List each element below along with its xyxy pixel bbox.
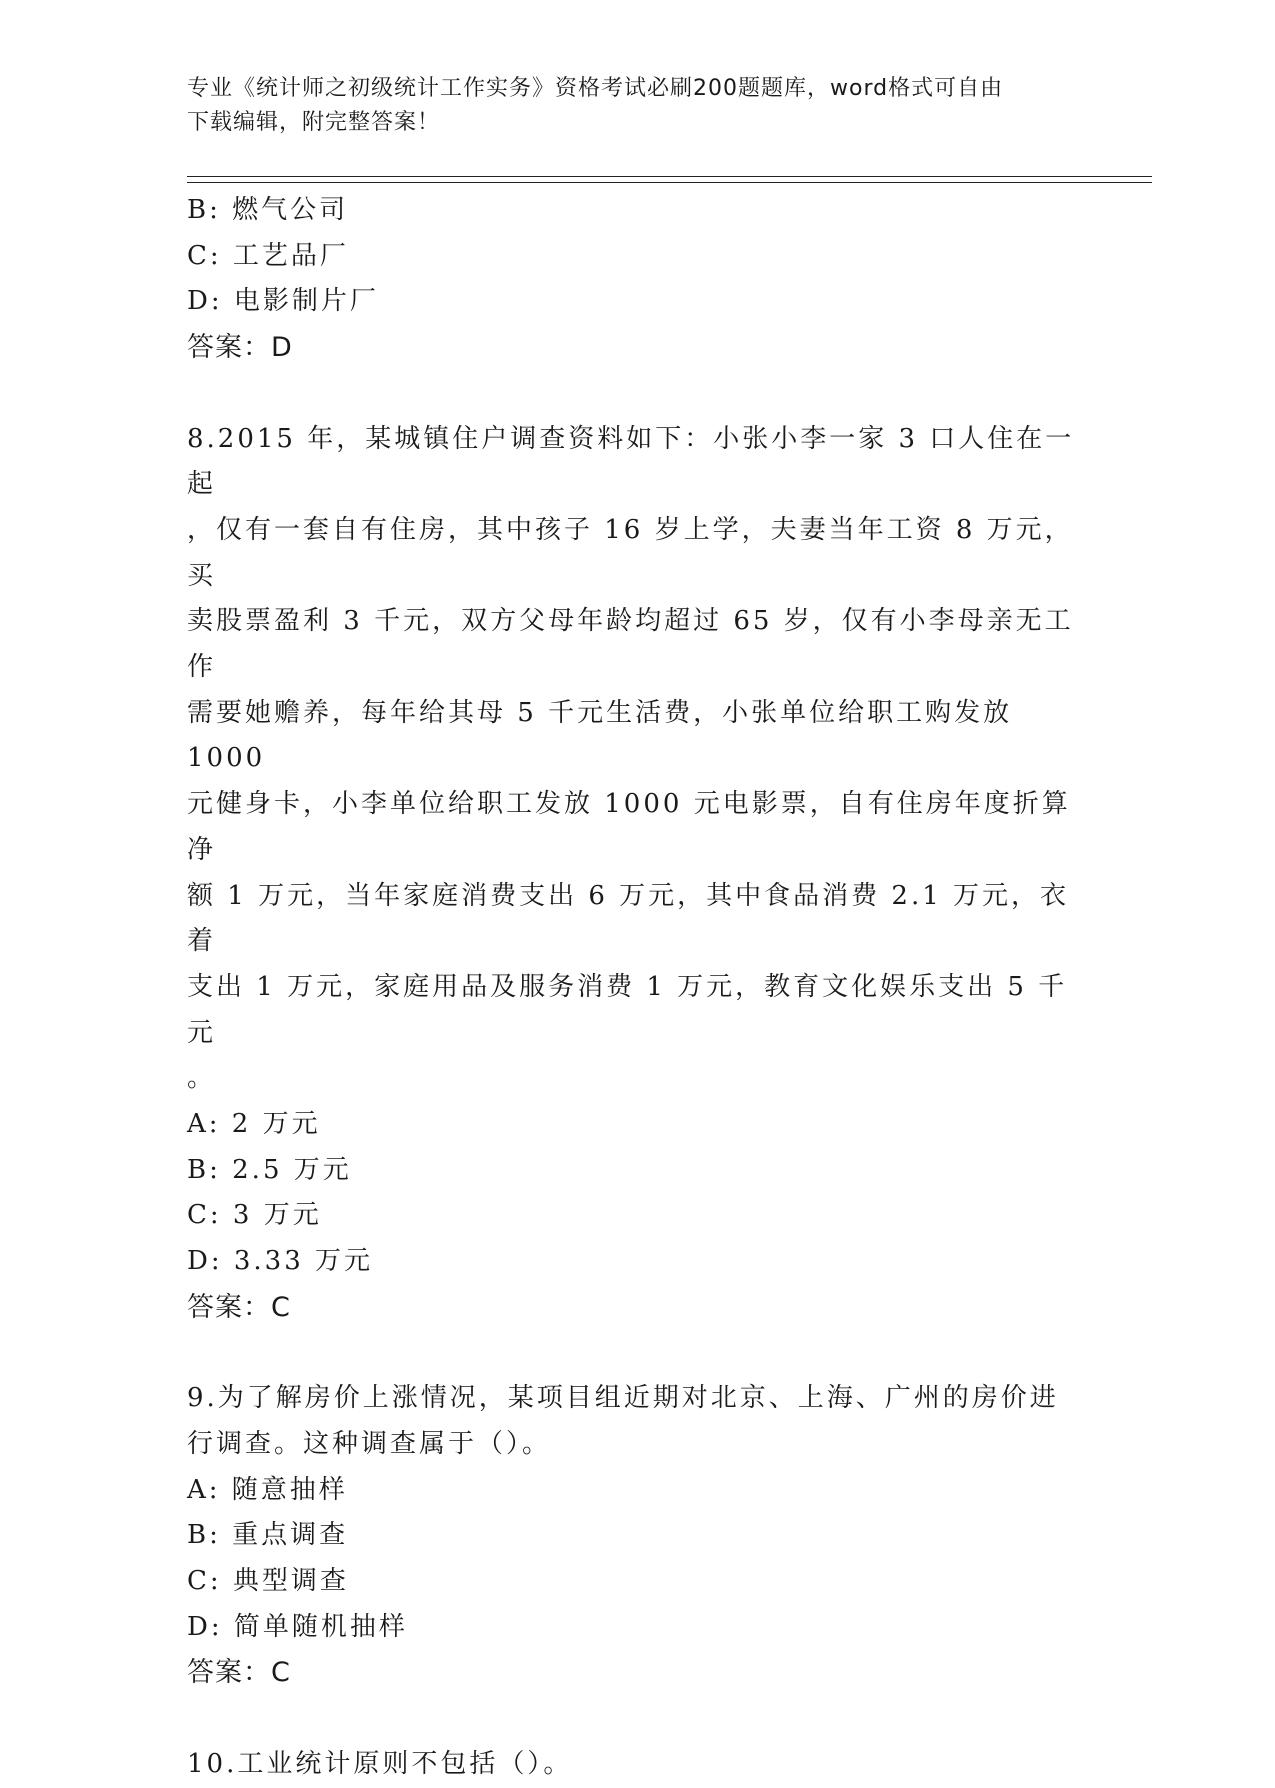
question-text-line: 卖股票盈利 3 千元，双方父母年龄均超过 65 岁，仅有小李母亲无工作	[187, 606, 1074, 683]
document-body	[187, 188, 1077, 1788]
question-7	[187, 188, 1077, 371]
question-10	[187, 1742, 1077, 1788]
spacer	[187, 371, 1077, 417]
header-line-1: 专业《统计师之初级统计工作实务》资格考试必刷200题题库，word格式可自由	[187, 76, 1004, 101]
question-text-line: 。	[187, 1063, 217, 1094]
option-c: C: 工艺品厂	[187, 240, 349, 271]
document-header	[187, 72, 1067, 140]
option-d: D: 3.33 万元	[187, 1246, 374, 1277]
header-line-2: 下载编辑，附完整答案！	[187, 110, 441, 135]
option-d: D: 电影制片厂	[187, 286, 379, 317]
question-text-line: 9.为了解房价上涨情况，某项目组近期对北京、上海、广州的房价进	[187, 1383, 1059, 1414]
header-divider-top	[187, 176, 1152, 177]
option-d: D: 简单随机抽样	[187, 1611, 408, 1642]
header-divider-bottom	[187, 182, 1152, 183]
option-c: C: 3 万元	[187, 1200, 322, 1231]
question-text-line: ，仅有一套自有住房，其中孩子 16 岁上学，夫妻当年工资 8 万元，买	[187, 514, 1074, 591]
option-a: A: 随意抽样	[187, 1474, 348, 1505]
answer-label: 答案：C	[187, 1657, 291, 1689]
question-text-line: 8.2015 年，某城镇住户调查资料如下：小张小李一家 3 口人住在一起	[187, 423, 1075, 500]
option-a: A: 2 万元	[187, 1109, 321, 1140]
question-text-line: 需要她赡养，每年给其母 5 千元生活费，小张单位给职工购发放 1000	[187, 697, 1024, 774]
answer-label: 答案：C	[187, 1291, 291, 1323]
question-text-line: 支出 1 万元，家庭用品及服务消费 1 万元，教育文化娱乐支出 5 千元	[187, 971, 1068, 1048]
question-text-line: 10.工业统计原则不包括（）。	[187, 1748, 573, 1779]
spacer	[187, 1331, 1077, 1377]
option-b: B: 重点调查	[187, 1520, 349, 1551]
question-text-line: 元健身卡，小李单位给职工发放 1000 元电影票，自有住房年度折算净	[187, 789, 1071, 865]
option-c: C: 典型调查	[187, 1566, 349, 1597]
question-9	[187, 1376, 1077, 1696]
question-8	[187, 417, 1077, 1331]
answer-label: 答案：D	[187, 332, 293, 364]
question-text-line: 额 1 万元，当年家庭消费支出 6 万元，其中食品消费 2.1 万元，衣着	[187, 880, 1070, 957]
option-b: B: 2.5 万元	[187, 1154, 352, 1185]
question-text-line: 行调查。这种调查属于（）。	[187, 1428, 552, 1459]
option-b: B: 燃气公司	[187, 195, 349, 225]
spacer	[187, 1696, 1077, 1742]
